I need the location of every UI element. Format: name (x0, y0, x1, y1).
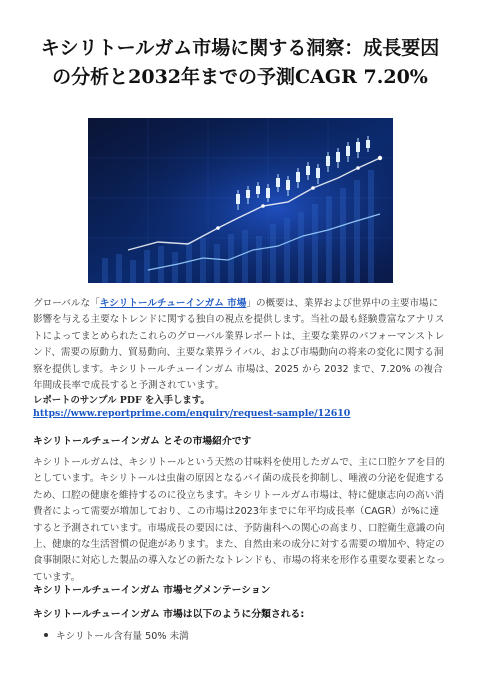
bullet-icon (44, 633, 48, 637)
sample-label: レポートのサンプル PDF を入手します。 (33, 395, 210, 406)
page-title (22, 34, 458, 92)
section-intro-body: キシリトールガムは、キシリトールという天然の甘味料を使用したガムで、主に口腔ケアを目的としています。キシリトールは虫歯の原因となるバイ菌の成長を抑制し、唾液の分泌を促進するため、口腔の健康を維持するのに役立ちます。キシリトールガム市場は、特に健康志向の高い消費者によって需要が増加しており、この市場は2023年までに年平均成長率（CAGR）が%に達すると予測されています。市場成長の要因には、予防歯科への関心の高まり、口腔衛生意識の向上、健康的な生活習慣の促進があります。また、自然由来の成分に対する需要の増加や、特定の食事制限に対応した製品の導入などの新たなトレンドも、市場の将来を形作る重要な要素となっています。 (33, 457, 446, 583)
list-item (44, 628, 189, 642)
section-heading-classification: キシリトールチューインガム 市場は以下のように分類される: (33, 609, 305, 620)
intro-text-post: 」の概要は、業界および世界中の主要市場に影響を与える主要なトレンドに関する独自の視点を提供します。当社の最も経験豊富なアナリストによってまとめられたこれらのグローバル業界レポートは、主要な業界のパフォーマンストレンド、需要の原動力、貿易動向、主要な業界ライバル、および市場動向の将来の変化に関する洞察を提供します。キシリトールチューインガム 市場は、2025 から 2032 まで、7.20% の複合年間成長率で成長すると予測されています。 (33, 298, 445, 392)
title-line-2: の分析と2032年までの予測CAGR 7.20% (52, 66, 428, 88)
market-report-link[interactable]: キシリトールチューインガム 市場 (99, 298, 247, 309)
sample-request (33, 394, 447, 420)
section-heading-segmentation: キシリトールチューインガム 市場セグメンテーション (33, 585, 271, 596)
list-item-text: キシリトール含有量 50% 未満 (56, 631, 189, 642)
section-heading-intro: キシリトールチューインガム とその市場紹介です (33, 436, 252, 447)
intro-text-pre: グローバルな「 (33, 298, 100, 309)
market-growth-hero-image (88, 118, 393, 283)
sample-pdf-link[interactable]: https://www.reportprime.com/enquiry/request-sample/12610 (33, 408, 351, 419)
title-line-1: キシリトールガム市場に関する洞察：成長要因 (40, 37, 440, 59)
intro-paragraph (33, 296, 447, 394)
